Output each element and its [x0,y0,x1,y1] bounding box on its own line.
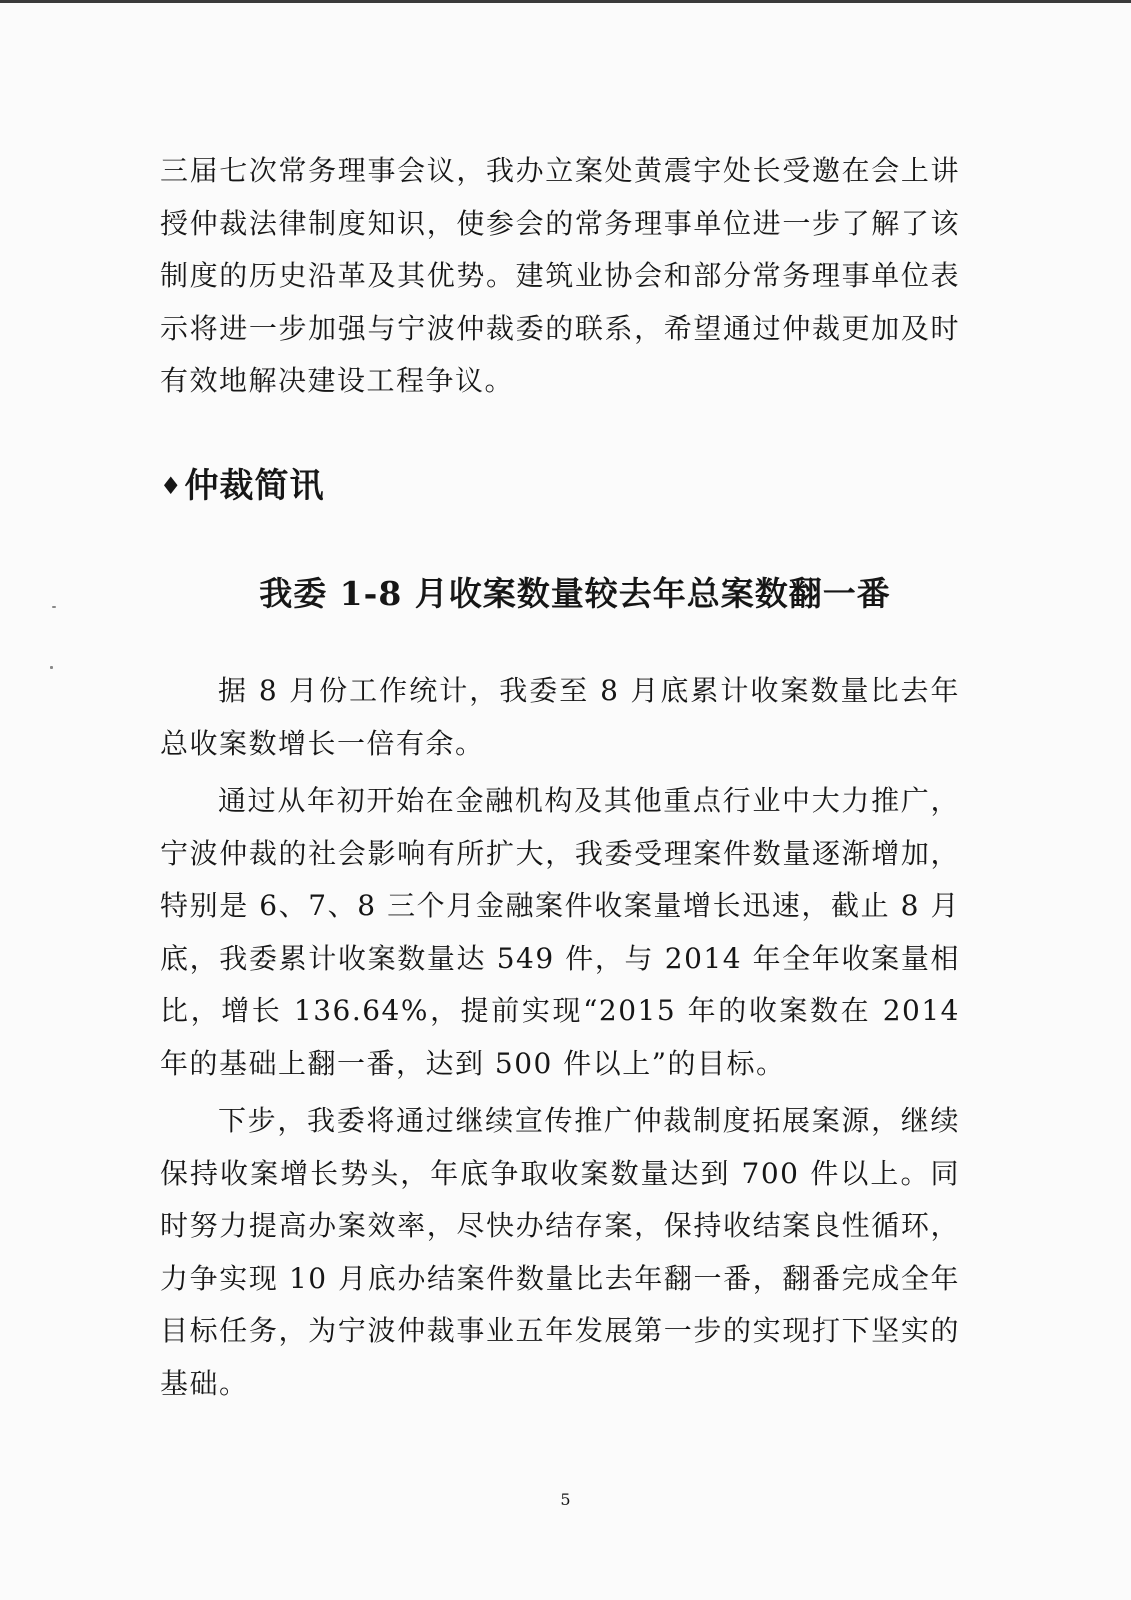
article-title: 我委 1-8 月收案数量较去年总案数翻一番 [259,574,891,613]
article-paragraph: 通过从年初开始在金融机构及其他重点行业中大力推广，宁波仲裁的社会影响有所扩大，我委受理案件数量逐渐增加，特别是 6、7、8 三个月金融案件收案量增长迅速，截止 8 月底，我委累计收案数量达 549 件，与 2014 年全年收案量相比，增长 136.64%，提前实现“2015 年的收案数在 2014 年的基础上翻一番，达到 500 件以上”的目标。 [160,784,960,1080]
article-paragraph: 据 8 月份工作统计，我委至 8 月底累计收案数量比去年总收案数增长一倍有余。 [160,674,960,760]
continuation-paragraph: 三届七次常务理事会议，我办立案处黄震宇处长受邀在会上讲授仲裁法律制度知识，使参会的常务理事单位进一步了解了该制度的历史沿革及其优势。建筑业协会和部分常务理事单位表示将进一步加强与宁波仲裁委的联系，希望通过仲裁更加及时有效地解决建设工程争议。 [160,154,960,397]
article-body [160,665,960,1415]
scan-speck [52,606,56,608]
section-heading [160,458,325,507]
scan-top-edge [0,0,1131,3]
section-title: 仲裁简讯 [184,466,325,506]
diamond-bullet-icon: ♦ [160,472,183,500]
page-number: 5 [560,1490,571,1509]
scan-speck [50,666,53,669]
article-paragraph: 下步，我委将通过继续宣传推广仲裁制度拓展案源，继续保持收案增长势头，年底争取收案数量达到 700 件以上。同时努力提高办案效率，尽快办结存案，保持收结案良性循环，力争实现 10 月底办结案件数量比去年翻一番，翻番完成全年目标任务，为宁波仲裁事业五年发展第一步的实现打下坚实的基础。 [160,1104,960,1400]
